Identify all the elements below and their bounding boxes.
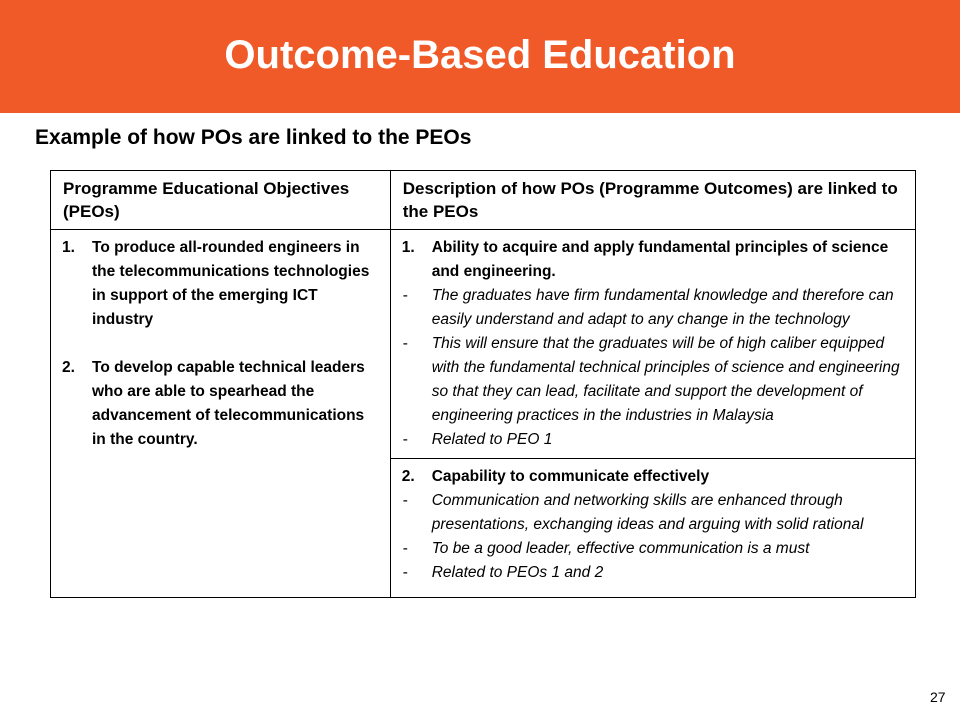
peo-text: To develop capable technical leaders who are able to spearhead the advancement of telecommunications in the country.: [92, 359, 365, 448]
table-header-row: [51, 171, 916, 230]
po-title-2: [402, 465, 905, 489]
bullet-dash: -: [402, 564, 408, 581]
bullet-dash: -: [402, 431, 408, 448]
po-bullet: [402, 284, 905, 332]
po-bullet: [402, 428, 905, 452]
po-title-1: [402, 236, 905, 284]
header-cell-description: [390, 171, 915, 230]
header-peo-label: Programme Educational Objectives (PEOs): [63, 179, 350, 221]
po-cell-2: [390, 459, 915, 598]
bullet-text: Related to PEOs 1 and 2: [431, 564, 604, 581]
title-banner: [0, 0, 960, 113]
header-description-label: Description of how POs (Programme Outcomes) are linked to the PEOs: [402, 179, 898, 221]
slide-title: Outcome-Based Education: [224, 33, 736, 77]
slide-subtitle: Example of how POs are linked to the PEOs: [35, 126, 472, 149]
po-bullet: [402, 332, 905, 428]
bullet-dash: -: [402, 335, 408, 352]
header-cell-peo: [51, 171, 391, 230]
peo-item-2: [62, 356, 378, 452]
peo-item-1: [62, 236, 378, 332]
page-number: 27: [930, 689, 946, 705]
bullet-dash: -: [402, 287, 408, 304]
peo-number: 1.: [62, 239, 75, 256]
bullet-text: Related to PEO 1: [431, 431, 553, 448]
po-number: 2.: [401, 468, 415, 485]
bullet-text: This will ensure that the graduates will be of high caliber equipped with the fundamental technical principles of science and engineering so that they can lead, facilitate and support the development of engineering practices in the industries in Malaysia: [431, 335, 900, 424]
po-bullet: [402, 537, 905, 561]
po-number: 1.: [401, 239, 415, 256]
po-bullet: [402, 489, 905, 537]
bullet-text: Communication and networking skills are enhanced through presentations, exchanging ideas and arguing with solid rational: [431, 492, 864, 533]
bullet-text: To be a good leader, effective communication is a must: [431, 540, 810, 557]
peo-cell: [51, 230, 391, 598]
peo-po-table: [50, 170, 916, 598]
bullet-dash: -: [402, 492, 408, 509]
table-row: [51, 230, 916, 459]
po-bullet: [402, 561, 905, 585]
po-title-text: Ability to acquire and apply fundamental principles of science and engineering.: [431, 239, 889, 280]
peo-number: 2.: [62, 359, 75, 376]
po-cell-1: [390, 230, 915, 459]
peo-text: To produce all-rounded engineers in the telecommunications technologies in support of the emerging ICT industry: [92, 239, 370, 328]
bullet-text: The graduates have firm fundamental knowledge and therefore can easily understand and adapt to any change in the technology: [431, 287, 894, 328]
bullet-dash: -: [402, 540, 408, 557]
po-title-text: Capability to communicate effectively: [431, 468, 710, 485]
